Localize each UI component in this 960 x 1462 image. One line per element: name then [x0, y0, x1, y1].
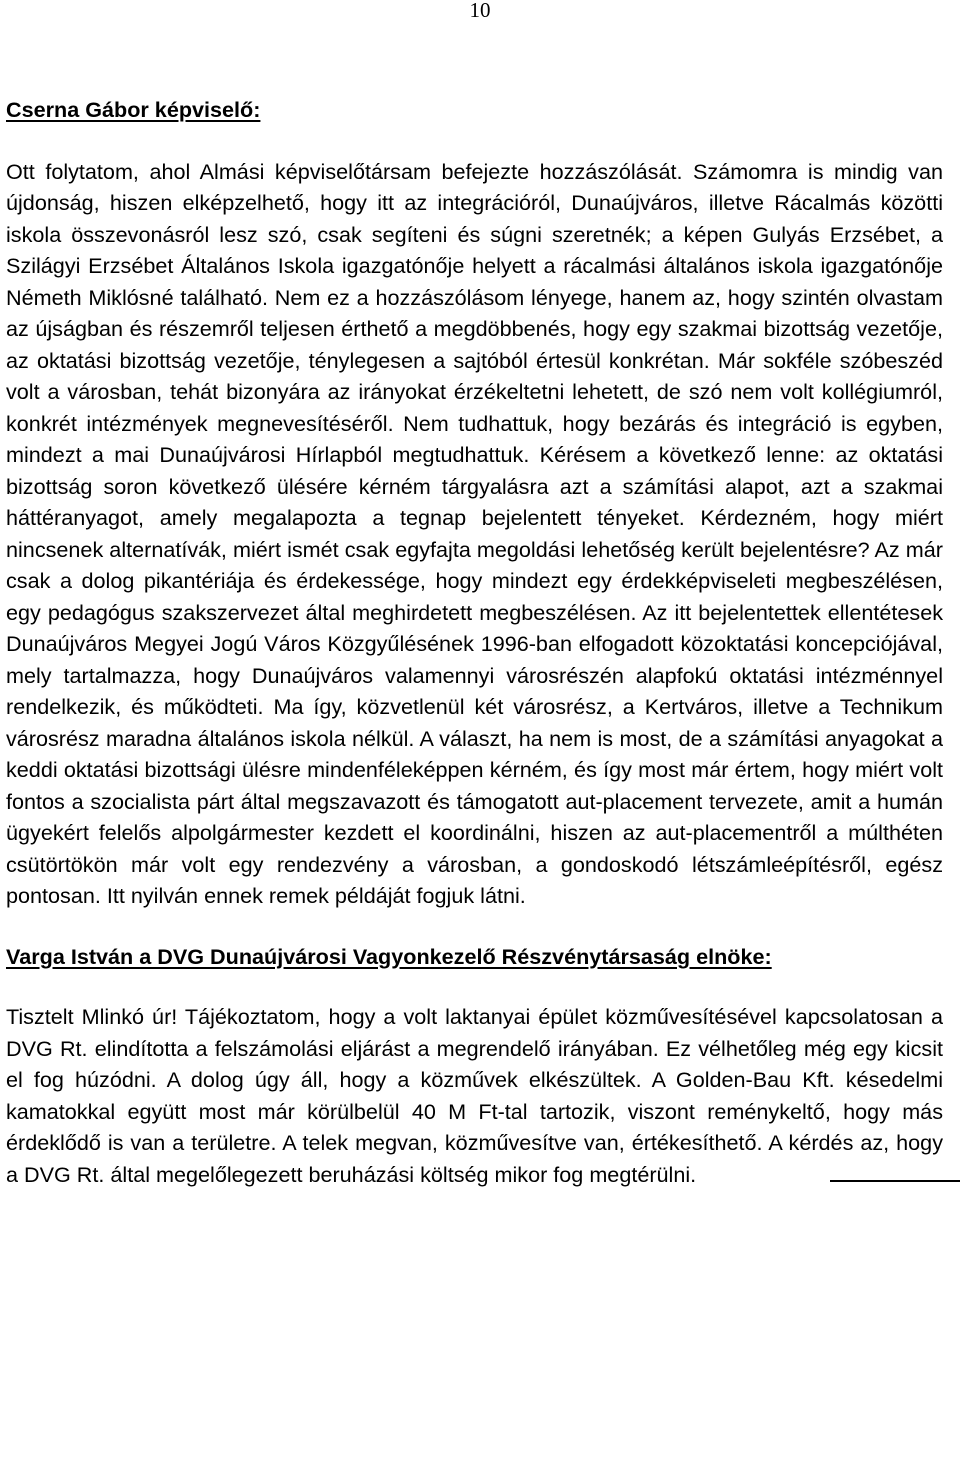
speaker-heading: Varga István a DVG Dunaújvárosi Vagyonkezelő Részvénytársaság elnöke: [6, 943, 772, 969]
heading-underline-extension [830, 1180, 960, 1182]
document-body [6, 94, 943, 1190]
speech-paragraph: Tisztelt Mlinkó úr! Tájékoztatom, hogy a volt laktanyai épület közművesítésével kapcsolatosan a DVG Rt. elindította a felszámolási eljárást a megrendelő irányában. Ez vélhetőleg még egy kicsit el fog húzódni. A dolog úgy áll, hogy a közművek elkészültek. A Golden-Bau Kft. késedelmi kamatokkal együtt most már körülbelül 40 M Ft-tal tartozik, viszont reménykeltő, hogy más érdeklődő is van a területre. A telek megvan, közművesítve van, értékesíthető. A kérdés az, hogy a DVG Rt. által megelőlegezett beruházási költség mikor fog megtérülni. [6, 1004, 943, 1187]
speech-paragraph: Ott folytatom, ahol Almási képviselőtársam befejezte hozzászólását. Számomra is mindig van újdonság, hiszen elképzelhető, hogy itt az integrációról, Dunaújváros, illetve Rácalmás közötti iskola összevonásról lesz szó, csak segíteni és súgni szeretnék; a képen Gulyás Erzsébet, a Szilágyi Erzsébet Általános Iskola igazgatónője helyett a rácalmási általános iskola igazgatónője Németh Miklósné található. Nem ez a hozzászólásom lényege, hanem az, hogy szintén olvastam az újságban és részemről teljesen érthető a megdöbbenés, hogy egy szakmai bizottság vezetője, az oktatási bizottság vezetője, ténylegesen a sajtóból értesül konkrétan. Már sokféle szóbeszéd volt a városban, tehát bizonyára az irányokat érzékeltetni lehetett, de szó nem volt kollégiumról, konkrét intézmények megnevesítéséről. Nem tudhattuk, hogy bezárás és integráció is egyben, mindezt a mai Dunaújvárosi Hírlapból megtudhattuk. Kérésem a következő lenne: az oktatási bizottság soron következő ülésére kérném tárgyalásra azt a számítási alapot, azt a szakmai háttéranyagot, amely megalapozta a tegnap bejelentett tényeket. Kérdezném, hogy miért nincsenek alternatívák, miért ismét csak egyfajta megoldási lehetőség került bejelentésre? Az már csak a dolog pikantériája és érdekessége, hogy mindezt egy érdekképviseleti megbeszélésen, egy pedagógus szakszervezet által meghirdetett megbeszélésen. Az itt bejelentettek ellentétesek Dunaújváros Megyei Jogú Város Közgyűlésének 1996-ban elfogadott közoktatási koncepciójával, mely tartalmazza, hogy Dunaújváros valamennyi városrészén alapfokú oktatási intézménnyel rendelkezik, és működteti. Ma így, közvetlenül két városrész, a Kertváros, illetve a Technikum városrész maradna általános iskola nélkül. A választ, ha nem is most, de a számítási anyagokat a keddi oktatási bizottsági ülésre mindenféleképpen kérném, és így most már értem, hogy miért volt fontos a szocialista párt által megszavazott és támogatott aut-placement tervezete, amit a humán ügyekért felelős alpolgármester kezdett el koordinálni, hiszen az aut-placementről a múlthéten csütörtökön már volt egy rendezvény a városban, a gondoskodó létszámleépítésről, egész pontosan. Itt nyilván ennek remek példáját fogjuk látni. [6, 158, 943, 908]
speaker-heading: Cserna Gábor képviselő: [6, 97, 261, 122]
page-number: 10 [469, 0, 491, 22]
